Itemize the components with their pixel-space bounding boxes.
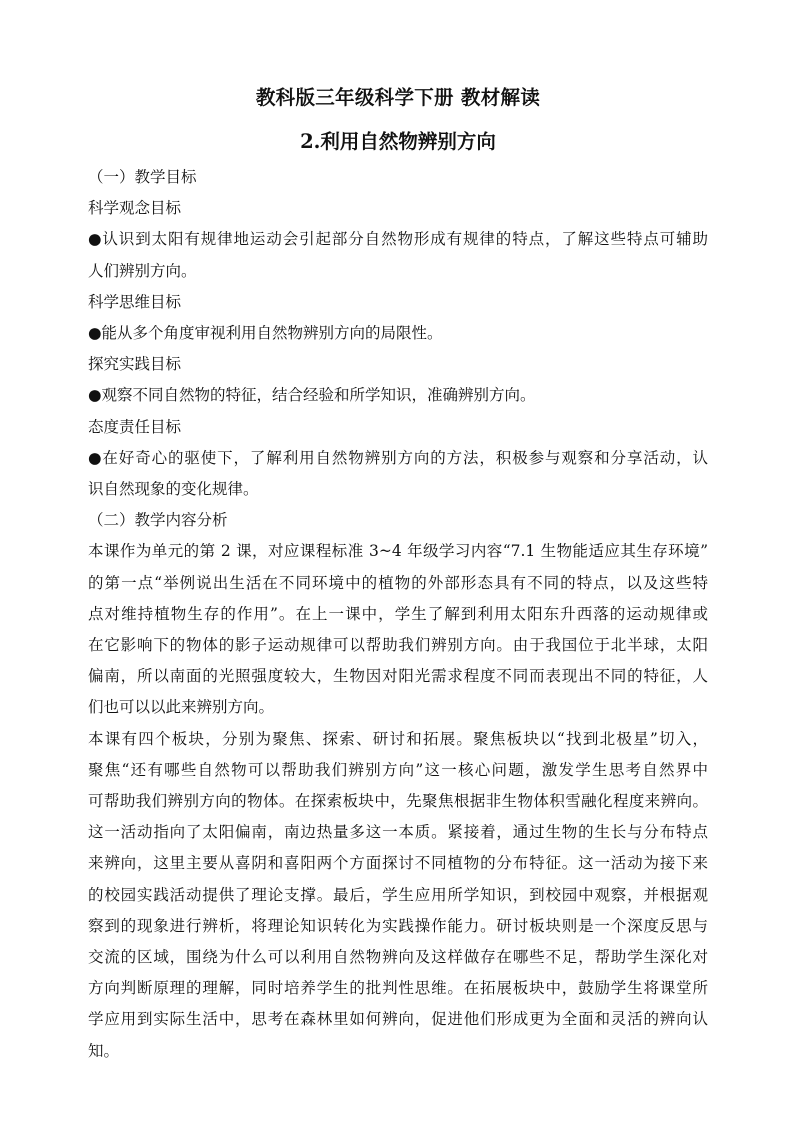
text-row: ●在好奇心的驱使下，了解利用自然物辨别方向的方法，积极参与观察和分享活动，认 bbox=[88, 448, 708, 467]
content-analysis-paragraph-1 bbox=[88, 536, 708, 723]
text-row: 知。 bbox=[88, 1041, 120, 1060]
section-heading-teaching-goals: （一）教学目标 bbox=[88, 168, 197, 186]
goal-text-scientific-concept bbox=[88, 224, 708, 286]
text-row: 学应用到实际生活中，思考在森林里如何辨向，促进他们形成更为全面和灵活的辨向认 bbox=[88, 1010, 708, 1029]
text-row: ●认识到太阳有规律地运动会引起部分自然物形成有规律的特点，了解这些特点可辅助 bbox=[88, 230, 708, 249]
text-row: 察到的现象进行辨析，将理论知识转化为实践操作能力。研讨板块则是一个深度反思与 bbox=[88, 916, 708, 935]
text-row: 偏南，所以南面的光照强度较大，生物因对阳光需求程度不同而表现出不同的特征，人 bbox=[88, 667, 708, 686]
lesson-title: 2.利用自然物辨别方向 bbox=[300, 130, 496, 153]
text-row: 人们辨别方向。 bbox=[88, 261, 197, 280]
text-row: 在它影响下的物体的影子运动规律可以帮助我们辨别方向。由于我国位于北半球，太阳 bbox=[88, 636, 708, 655]
text-row: 本课作为单元的第 2 课，对应课程标准 3~4 年级学习内容“7.1 生物能适应其生存环境” bbox=[88, 542, 708, 561]
goal-heading-scientific-concept: 科学观念目标 bbox=[88, 199, 182, 218]
text-row: 的校园实践活动提供了理论支撑。最后，学生应用所学知识，到校园中观察，并根据观 bbox=[88, 885, 708, 904]
text-row: 交流的区域，围绕为什么可以利用自然物辨向及这样做存在哪些不足，帮助学生深化对 bbox=[88, 948, 708, 967]
text-row: 识自然现象的变化规律。 bbox=[88, 480, 259, 499]
document-page bbox=[88, 82, 708, 1067]
goal-heading-scientific-thinking: 科学思维目标 bbox=[88, 292, 182, 311]
goal-heading-attitude-responsibility: 态度责任目标 bbox=[88, 417, 182, 436]
text-row: 的第一点“举例说出生活在不同环境中的植物的外部形态具有不同的特点，以及这些特 bbox=[88, 573, 708, 592]
text-row: 们也可以以此来辨别方向。 bbox=[88, 698, 275, 717]
text-row: 聚焦“还有哪些自然物可以帮助我们辨别方向”这一核心问题，激发学生思考自然界中 bbox=[88, 760, 708, 779]
text-row: 可帮助我们辨别方向的物体。在探索板块中，先聚焦根据非生物体积雪融化程度来辨向。 bbox=[88, 792, 708, 811]
goal-text-scientific-thinking: ●能从多个角度审视利用自然物辨别方向的局限性。 bbox=[88, 324, 443, 343]
text-row: 这一活动指向了太阳偏南，南边热量多这一本质。紧接着，通过生物的生长与分布特点 bbox=[88, 823, 708, 842]
text-row: 本课有四个板块，分别为聚焦、探索、研讨和拓展。聚焦板块以“找到北极星”切入， bbox=[88, 729, 708, 748]
text-row: 点对维持植物生存的作用”。在上一课中，学生了解到利用太阳东升西落的运动规律或 bbox=[88, 604, 708, 623]
goal-heading-inquiry-practice: 探究实践目标 bbox=[88, 355, 182, 374]
document-title: 教科版三年级科学下册 教材解读 bbox=[255, 86, 541, 109]
content-analysis-paragraph-2 bbox=[88, 724, 708, 1067]
goal-text-attitude-responsibility bbox=[88, 443, 708, 505]
section-heading-content-analysis: （二）教学内容分析 bbox=[88, 511, 228, 530]
goal-text-inquiry-practice: ●观察不同自然物的特征，结合经验和所学知识，准确辨别方向。 bbox=[88, 386, 536, 405]
text-row: 方向判断原理的理解，同时培养学生的批判性思维。在拓展板块中，鼓励学生将课堂所 bbox=[88, 979, 708, 998]
text-row: 来辨向，这里主要从喜阴和喜阳两个方面探讨不同植物的分布特征。这一活动为接下来 bbox=[88, 854, 708, 873]
